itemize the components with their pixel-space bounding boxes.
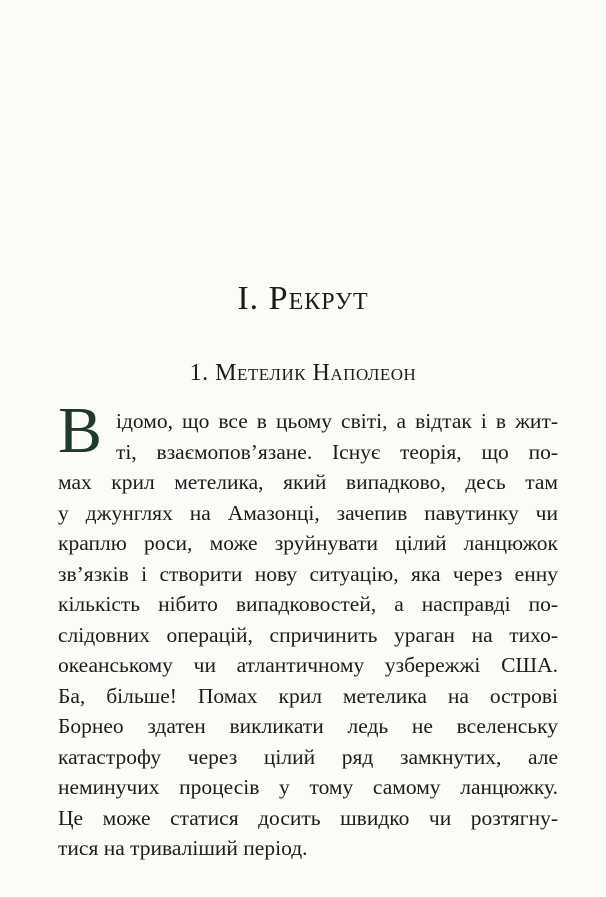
paragraph-line: краплю роси, може зруйнувати цілий ланцюжок — [58, 531, 558, 555]
paragraph-line: кількість нібито випадковостей, а насправді по- — [58, 592, 558, 616]
paragraph-line: мах крил метелика, який випадково, десь там — [58, 470, 558, 494]
chapter-title: 1. Метелик Наполеон — [189, 360, 417, 386]
drop-cap-letter: В — [58, 394, 103, 467]
paragraph-line: слідовних операцій, спричинить ураган на тихо- — [58, 622, 558, 647]
paragraph-line: Борнео здатен викликати ледь не вселенську — [58, 714, 558, 738]
part-title: І. Рекрут — [237, 280, 369, 317]
paragraph-line: неминучих процесів у тому самому ланцюжку. — [58, 775, 558, 799]
paragraph-line: Ба, більше! Помах крил метелика на острові — [58, 683, 558, 708]
paragraph-line: тися на триваліший період. — [58, 836, 308, 860]
paragraph-line: океанському чи атлантичному узбережжі США. — [58, 653, 558, 677]
paragraph-line: Це може статися досить швидко чи розтягну- — [58, 805, 558, 830]
paragraph-line: катастрофу через цілий ряд замкнутих, але — [58, 744, 558, 769]
paragraph-line: ті, взаємопов’язане. Існує теорія, що по- — [116, 439, 558, 464]
paragraph-line: у джунглях на Амазонці, зачепив павутинку чи — [58, 500, 558, 525]
paragraph-line: зв’язків і створити нову ситуацію, яка через енну — [58, 561, 558, 586]
paragraph-line: ідомо, що все в цьому світі, а відтак і в жит- — [116, 409, 558, 433]
body-paragraph — [58, 406, 558, 864]
